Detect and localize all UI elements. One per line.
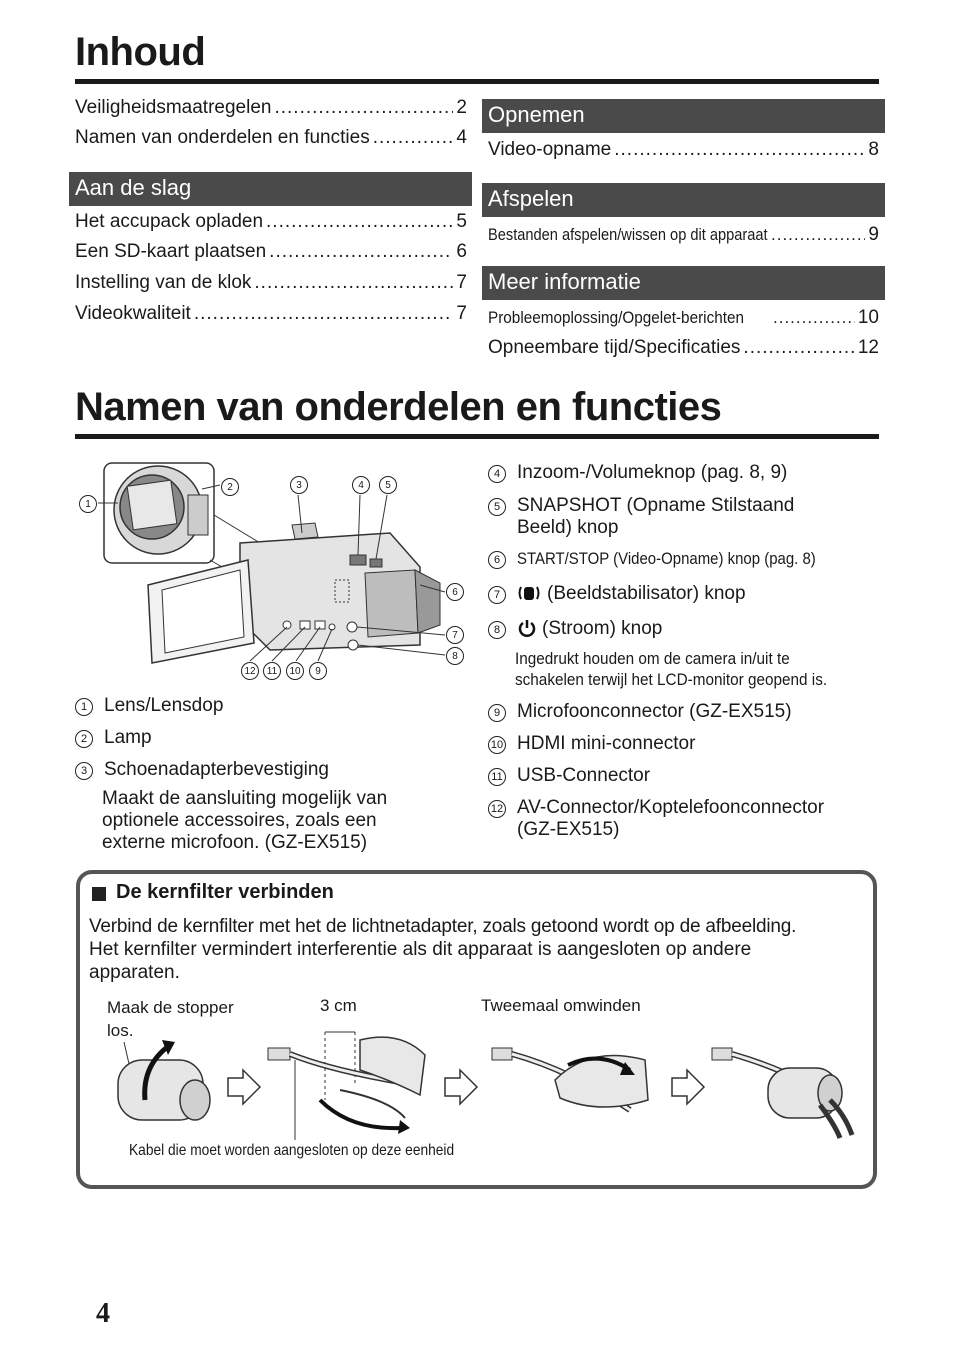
- item-number: 11: [488, 768, 506, 786]
- callout-2: 2: [221, 478, 239, 496]
- kernfilter-illustration: [100, 1020, 870, 1145]
- section-header-meer-informatie: Meer informatie: [482, 266, 885, 300]
- toc-entry-label: Het accupack opladen: [75, 211, 264, 232]
- toc-entry-label: Video-opname: [488, 139, 612, 160]
- parts-title-rule: [75, 434, 879, 439]
- item-text: Schoenadapterbevestiging: [104, 759, 330, 780]
- part-item-mic: [488, 701, 792, 723]
- toc-entry[interactable]: [488, 139, 879, 161]
- callout-7: 7: [446, 626, 464, 644]
- toc-entry[interactable]: [75, 127, 467, 149]
- callout-11: 11: [263, 662, 281, 680]
- parts-title: Namen van onderdelen en functies: [75, 385, 722, 429]
- toc-entry[interactable]: [488, 224, 879, 246]
- toc-entry[interactable]: [75, 97, 467, 119]
- toc-entry-label: Instelling van de klok: [75, 272, 252, 293]
- callout-5: 5: [379, 476, 397, 494]
- toc-entry[interactable]: [75, 211, 467, 233]
- part-item-snapshot: [488, 495, 794, 539]
- item-text: Lamp: [104, 727, 152, 748]
- toc-entry-page: 7: [456, 303, 467, 324]
- section-header-opnemen: Opnemen: [482, 99, 885, 133]
- callout-6: 6: [446, 583, 464, 601]
- callout-9: 9: [309, 662, 327, 680]
- item-text: (Stroom) knop: [542, 618, 663, 639]
- item-number: 7: [488, 586, 506, 604]
- toc-title: Inhoud: [75, 30, 206, 74]
- toc-entry[interactable]: [75, 241, 467, 263]
- item-number: 10: [488, 736, 506, 754]
- power-note: Ingedrukt houden om de camera in/uit te schakelen terwijl het LCD-monitor geopend is.: [515, 649, 828, 689]
- label-cable: Kabel die moet worden aangesloten op deze eenheid: [129, 1142, 455, 1159]
- toc-entry-label: Bestanden afspelen/wissen op dit apparaat: [488, 225, 768, 244]
- toc-entry-label: Veiligheidsmaatregelen: [75, 97, 272, 118]
- toc-entry[interactable]: [488, 337, 879, 359]
- part-item-startstop: [488, 548, 857, 570]
- item-number: 6: [488, 551, 506, 569]
- kernfilter-square-icon: [92, 887, 106, 901]
- item-number: 5: [488, 498, 506, 516]
- item-text: (Beeldstabilisator) knop: [547, 583, 746, 604]
- part-item-power: [488, 618, 662, 640]
- label-stopper: Maak de stopper los.: [107, 998, 234, 1040]
- section-header-afspelen: Afspelen: [482, 183, 885, 217]
- toc-entry-page: 2: [456, 97, 467, 118]
- page-number: 4: [96, 1298, 110, 1329]
- toc-entry-page: 12: [857, 337, 879, 358]
- callout-4: 4: [352, 476, 370, 494]
- item-number: 3: [75, 762, 93, 780]
- toc-entry[interactable]: [75, 303, 467, 325]
- toc-entry-page: 10: [857, 307, 879, 328]
- toc-entry-page: 9: [868, 224, 879, 245]
- toc-title-rule: [75, 79, 879, 84]
- toc-entry-label: Videokwaliteit: [75, 303, 191, 324]
- power-icon: [517, 618, 537, 638]
- part-item-av: [488, 797, 824, 841]
- part-item-lens: [75, 695, 223, 717]
- item-text: SNAPSHOT (Opname Stilstaand Beeld) knop: [517, 495, 795, 538]
- label-twice: Tweemaal omwinden: [481, 996, 641, 1015]
- item-number: 4: [488, 465, 506, 483]
- toc-entry-page: 8: [868, 139, 879, 160]
- label-3cm: 3 cm: [320, 996, 357, 1015]
- item-number: 12: [488, 800, 506, 818]
- kernfilter-title: De kernfilter verbinden: [116, 881, 334, 903]
- camcorder-illustration: [70, 455, 475, 690]
- item-text: Microfoonconnector (GZ-EX515): [517, 701, 792, 722]
- item-text: AV-Connector/Koptelefoonconnector (GZ-EX515): [517, 797, 825, 840]
- item-number: 2: [75, 730, 93, 748]
- part-item-lamp: [75, 727, 152, 749]
- section-header-aan-de-slag: Aan de slag: [69, 172, 472, 206]
- shoe-note: Maakt de aansluiting mogelijk van optionele accessoires, zoals een externe microfoon. (GZ-EX515): [102, 788, 388, 853]
- item-text: USB-Connector: [517, 765, 651, 786]
- item-number: 8: [488, 621, 506, 639]
- toc-entry-label: Opneembare tijd/Specificaties: [488, 337, 741, 358]
- toc-entry-page: 5: [456, 211, 467, 232]
- kernfilter-body: Verbind de kernfilter met het de lichtnetadapter, zoals getoond wordt op de afbeelding. Het kernfilter vermindert interferentie als dit apparaat is aangesloten op andere apparaten.: [89, 916, 797, 983]
- callout-8: 8: [446, 647, 464, 665]
- toc-entry-label: Probleemoplossing/Opgelet-berichten: [488, 308, 745, 327]
- item-number: 1: [75, 698, 93, 716]
- part-item-hdmi: [488, 733, 695, 755]
- item-text: Inzoom-/Volumeknop (pag. 8, 9): [517, 462, 788, 483]
- toc-entry-page: 4: [456, 127, 467, 148]
- part-item-zoom: [488, 462, 787, 484]
- item-text: HDMI mini-connector: [517, 733, 696, 754]
- item-text: START/STOP (Video-Opname) knop (pag. 8): [517, 549, 816, 568]
- toc-entry-page: 6: [456, 241, 467, 262]
- toc-entry-label: Namen van onderdelen en functies: [75, 127, 370, 148]
- callout-10: 10: [286, 662, 304, 680]
- toc-entry[interactable]: [488, 307, 879, 329]
- callout-1: 1: [79, 495, 97, 513]
- part-item-stabilizer: [488, 583, 746, 605]
- stabilizer-icon: [517, 583, 541, 603]
- item-number: 9: [488, 704, 506, 722]
- callout-12: 12: [241, 662, 259, 680]
- part-item-shoe: [75, 759, 329, 781]
- callout-3: 3: [290, 476, 308, 494]
- toc-entry-label: Een SD-kaart plaatsen: [75, 241, 267, 262]
- item-text: Lens/Lensdop: [104, 695, 224, 716]
- part-item-usb: [488, 765, 650, 787]
- toc-entry[interactable]: [75, 272, 467, 294]
- toc-entry-page: 7: [456, 272, 467, 293]
